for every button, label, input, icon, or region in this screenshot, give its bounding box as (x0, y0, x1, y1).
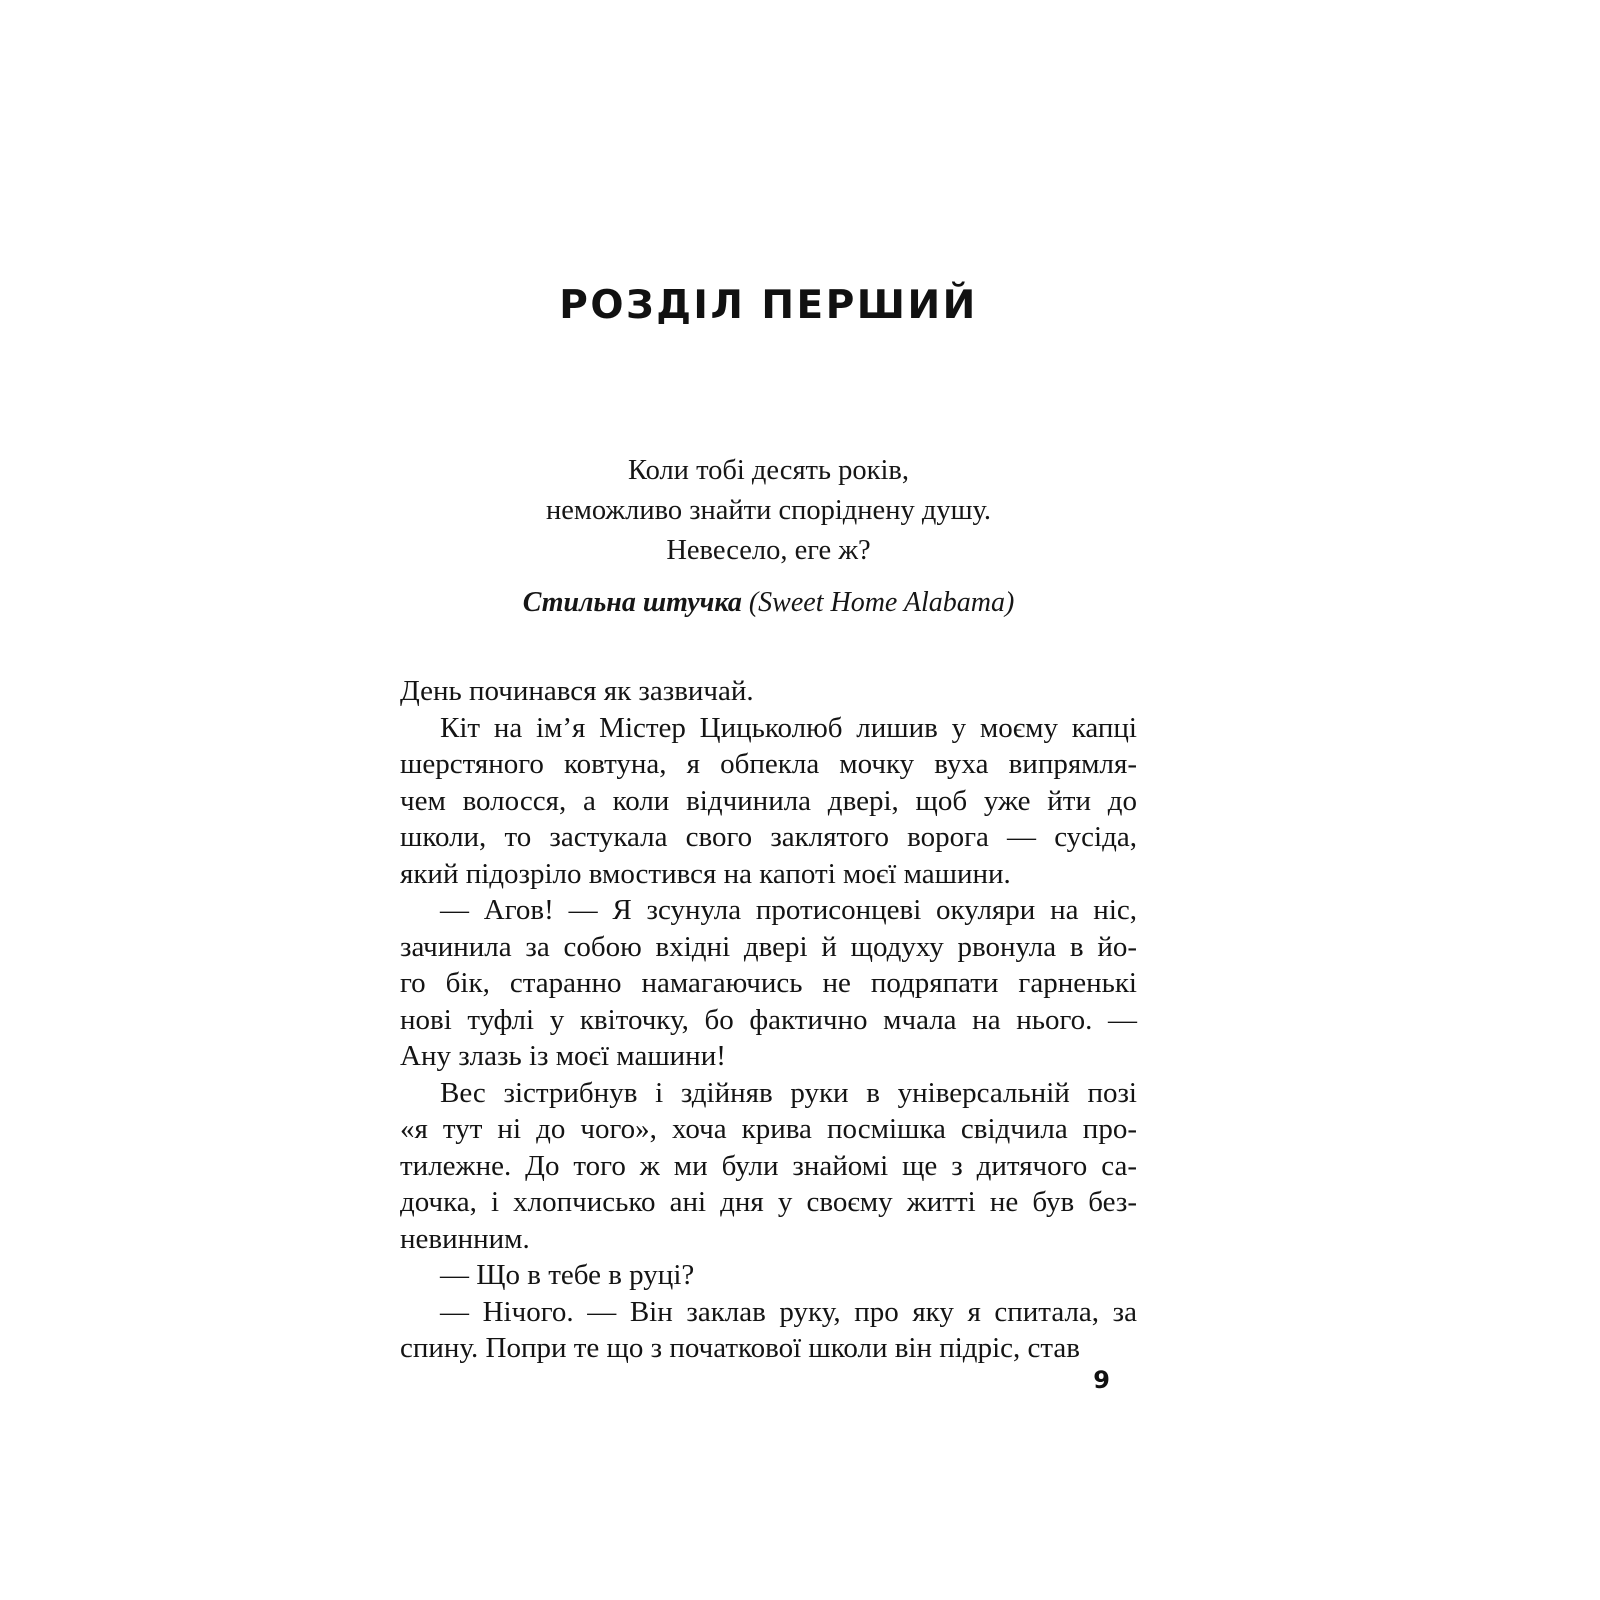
body-line: спину. Попри те що з початкової школи він підріс, став (400, 1332, 1080, 1364)
body-line: дочка, і хлопчисько ані дня у своєму житті не був без- (400, 1186, 1137, 1218)
text-column (400, 0, 1137, 1367)
epigraph-attribution-source: (Sweet Home Alabama) (741, 587, 1015, 618)
body-line: невинним. (400, 1222, 530, 1255)
epigraph-attribution (400, 583, 1137, 623)
body-line: Кіт на ім’я Містер Цицьколюб лишив у моєму капці (440, 711, 1137, 744)
body-line: чем волосся, а коли відчинила двері, щоб уже йти до (400, 784, 1137, 817)
body-line: тилежне. До того ж ми були знайомі ще з дитячого са- (400, 1149, 1137, 1182)
body-line: зачинила за собою вхідні двері й щодуху рвонула в йо- (400, 930, 1137, 963)
body-line: — Агов! — Я зсунула протисонцеві окуляри на ніс, (440, 894, 1137, 926)
epigraph-line: неможливо знайти споріднену душу. (545, 495, 992, 526)
body-line: — Нічого. — Він заклав руку, про яку я спитала, за (440, 1295, 1137, 1328)
body-line: який підозріло вмостився на капоті моєї машини. (400, 857, 1011, 890)
body-line: «я тут ні до чого», хоча крива посмішка свідчила про- (400, 1113, 1137, 1145)
body-line: нові туфлі у квіточку, бо фактично мчала на нього. — (400, 1003, 1137, 1036)
body-line: го бік, старанно намагаючись не подряпати гарненькі (400, 967, 1137, 999)
epigraph-line: Невесело, еге ж? (666, 535, 871, 566)
epigraph (400, 451, 1137, 623)
body-line: День починався як зазвичай. (400, 675, 754, 707)
body-line: — Що в тебе в руці? (440, 1259, 695, 1291)
page-number: 9 (1093, 1366, 1110, 1394)
epigraph-lines (400, 451, 1137, 571)
body-line: Вес зістрибнув і здійняв руки в універсальній позі (440, 1076, 1137, 1109)
epigraph-attribution-title: Стильна штучка (522, 587, 742, 618)
body-line: шерстяного ковтуна, я обпекла мочку вуха випрямля- (400, 748, 1137, 780)
chapter-title: РОЗДІЛ ПЕРШИЙ (559, 283, 978, 328)
body-text (400, 673, 1137, 1367)
epigraph-line: Коли тобі десять років, (628, 455, 909, 486)
body-line: Ану злазь із моєї машини! (400, 1040, 726, 1072)
body-line: школи, то застукала свого заклятого ворога — сусіда, (400, 821, 1137, 853)
